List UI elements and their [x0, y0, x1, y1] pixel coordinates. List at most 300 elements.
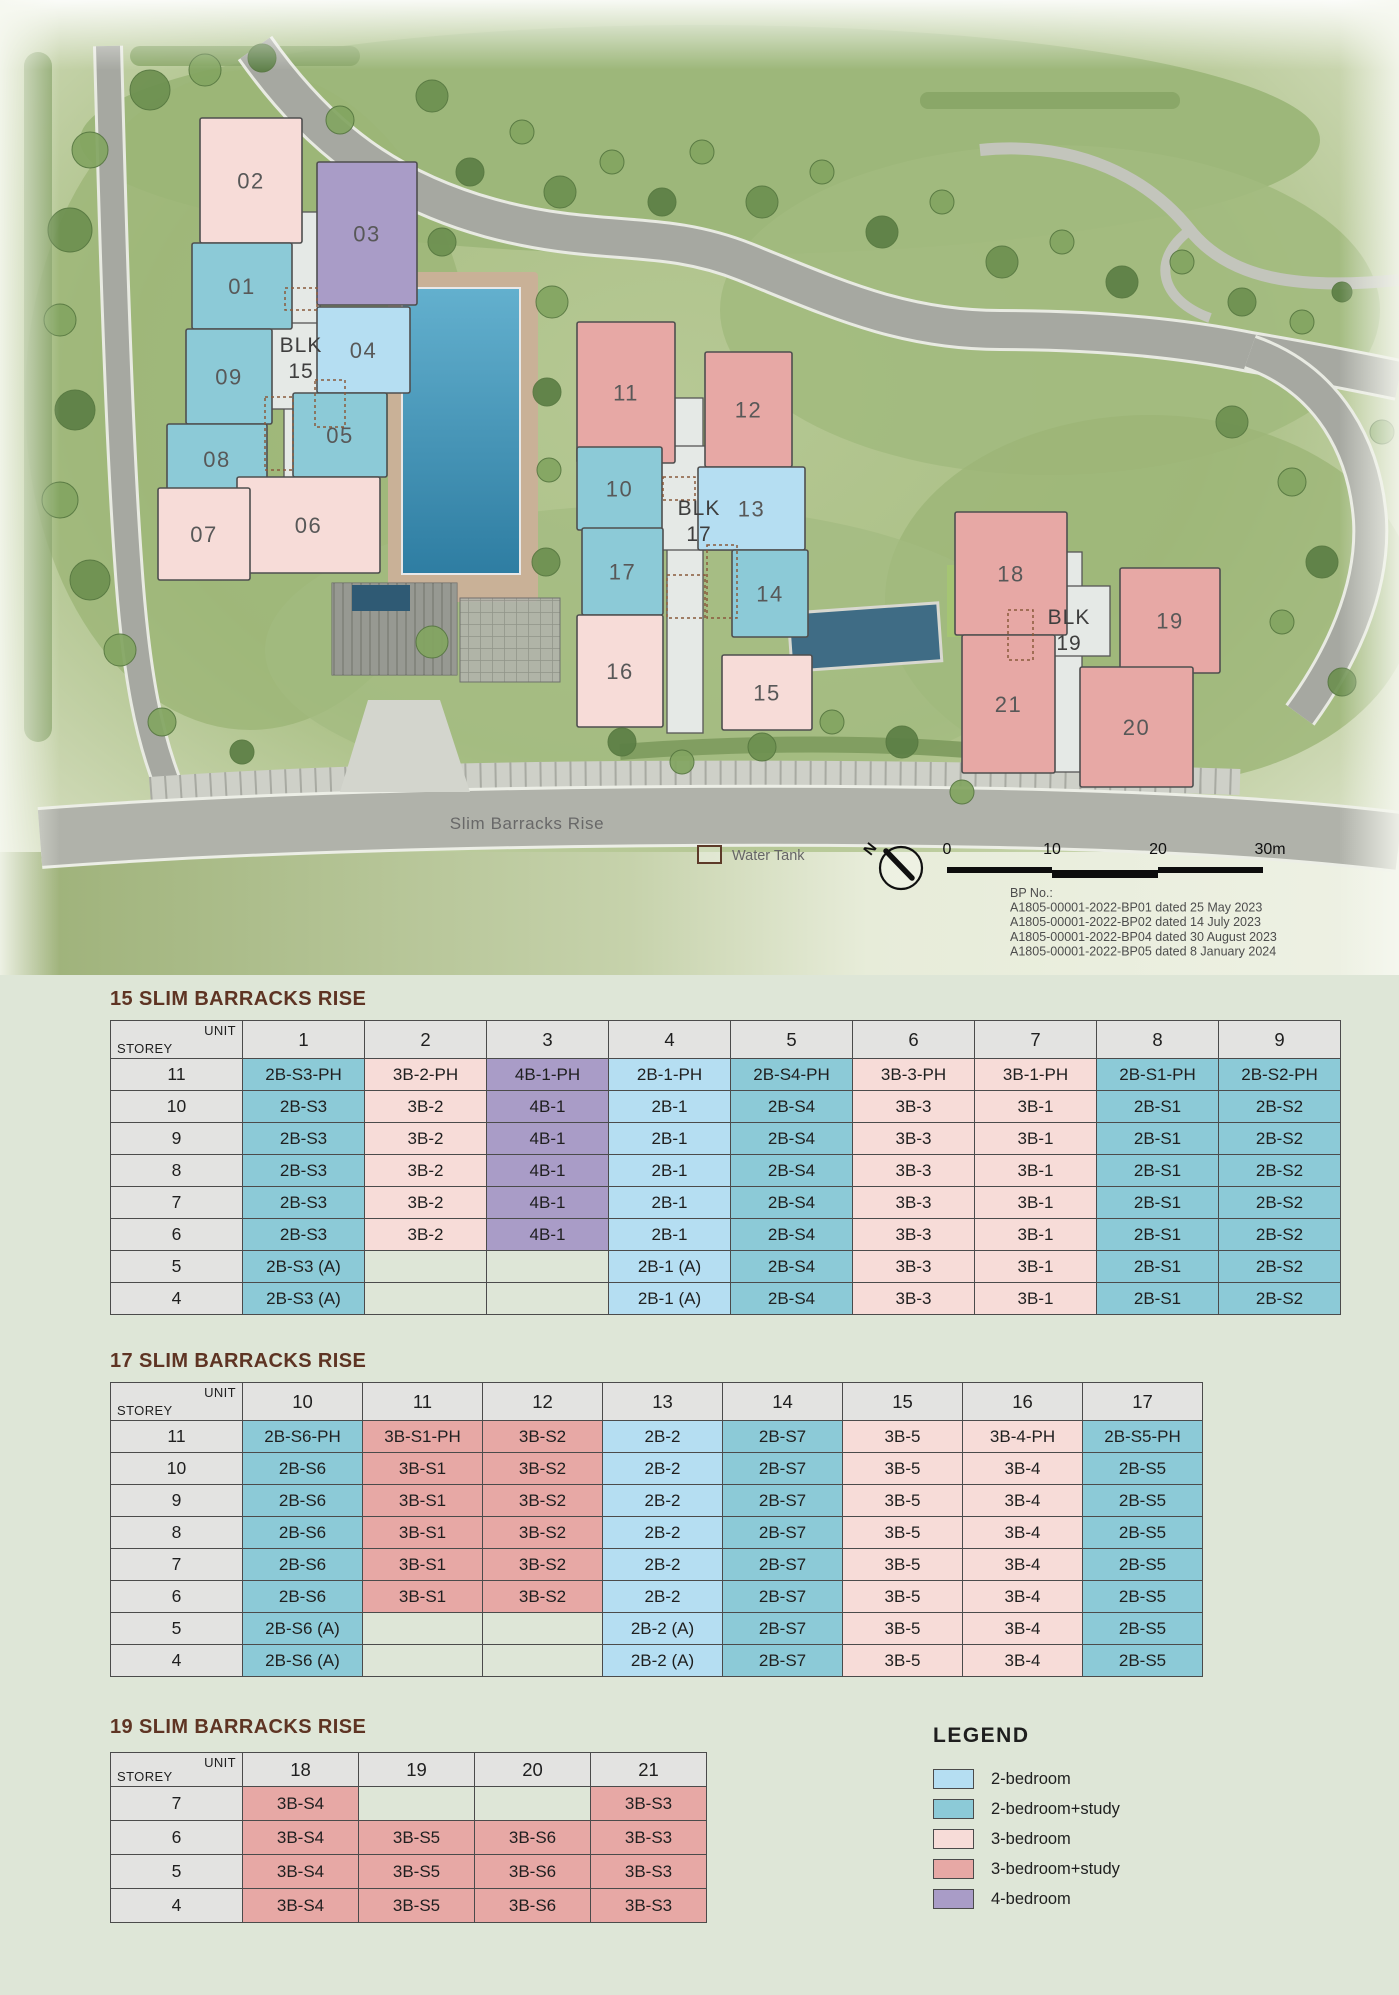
unit-cell: 3B-S2 — [483, 1549, 603, 1581]
unit-cell: 2B-S5 — [1083, 1485, 1203, 1517]
unit-cell: 2B-S4 — [731, 1155, 853, 1187]
storey-cell: 9 — [111, 1123, 243, 1155]
tree-icon — [950, 780, 974, 804]
unit-stack-table — [110, 1382, 1203, 1677]
table-row — [111, 1787, 707, 1821]
unit-cell: 4B-1 — [487, 1091, 609, 1123]
building-02 — [200, 118, 302, 243]
tree-icon — [1216, 406, 1248, 438]
bp-line: A1805-00001-2022-BP01 dated 25 May 2023 — [1010, 900, 1263, 915]
building-07 — [158, 488, 250, 580]
building-20 — [1080, 667, 1193, 787]
road-label: Slim Barracks Rise — [449, 814, 605, 833]
building-unit-label: 05 — [326, 423, 354, 448]
table-row — [111, 1613, 1203, 1645]
unit-cell: 3B-3 — [853, 1283, 975, 1315]
table-row — [111, 1091, 1341, 1123]
unit-cell: 3B-S5 — [359, 1855, 475, 1889]
unit-cell: 3B-3 — [853, 1155, 975, 1187]
stack-table-17 — [110, 1382, 1203, 1677]
unit-cell: 2B-1 — [609, 1219, 731, 1251]
tree-icon — [930, 190, 954, 214]
unit-cell: 2B-S7 — [723, 1421, 843, 1453]
tree-icon — [416, 80, 448, 112]
unit-cell: 2B-S4 — [731, 1251, 853, 1283]
unit-cell: 2B-1 — [609, 1091, 731, 1123]
storey-cell: 8 — [111, 1155, 243, 1187]
corner-cell — [111, 1383, 243, 1421]
unit-cell: 2B-S6 — [243, 1517, 363, 1549]
unit-cell: 2B-S5 — [1083, 1645, 1203, 1677]
building-unit-label: 09 — [215, 364, 243, 390]
unit-cell: 3B-S2 — [483, 1453, 603, 1485]
scale-tick: 20 — [1149, 841, 1167, 858]
unit-cell: 3B-3 — [853, 1187, 975, 1219]
corner-cell — [111, 1753, 243, 1787]
unit-cell: 2B-S1 — [1097, 1155, 1219, 1187]
empty-cell — [475, 1787, 591, 1821]
unit-cell: 3B-S3 — [591, 1787, 707, 1821]
unit-cell: 3B-S2 — [483, 1581, 603, 1613]
unit-cell: 3B-S3 — [591, 1889, 707, 1923]
table-row — [111, 1421, 1203, 1453]
building-12 — [705, 352, 792, 467]
unit-cell: 2B-S5 — [1083, 1549, 1203, 1581]
unit-cell: 2B-S2 — [1219, 1219, 1341, 1251]
table-row — [111, 1485, 1203, 1517]
empty-cell — [365, 1251, 487, 1283]
unit-cell: 2B-2 — [603, 1485, 723, 1517]
storey-cell: 7 — [111, 1787, 243, 1821]
unit-cell: 4B-1 — [487, 1187, 609, 1219]
storey-cell: 10 — [111, 1453, 243, 1485]
storey-cell: 6 — [111, 1821, 243, 1855]
unit-cell: 3B-3 — [853, 1219, 975, 1251]
corner-cell — [111, 1021, 243, 1059]
corner-unit-label: UNIT — [204, 1755, 236, 1770]
legend-swatch-2br — [933, 1769, 974, 1789]
water-tank-legend — [698, 846, 805, 864]
legend-item — [933, 1854, 1120, 1884]
legend-label: 3-bedroom — [991, 1829, 1071, 1848]
legend-label: 4-bedroom — [991, 1889, 1071, 1908]
unit-cell: 3B-4 — [963, 1453, 1083, 1485]
scale-tick: 10 — [1043, 841, 1061, 858]
unit-cell: 2B-S4-PH — [731, 1059, 853, 1091]
unit-cell: 2B-S2 — [1219, 1187, 1341, 1219]
svg-text:BLK: BLK — [677, 497, 721, 520]
unit-cell: 2B-1-PH — [609, 1059, 731, 1091]
legend-item — [933, 1824, 1120, 1854]
unit-cell: 4B-1 — [487, 1219, 609, 1251]
tree-icon — [866, 216, 898, 248]
tree-icon — [670, 750, 694, 774]
bp-line: A1805-00001-2022-BP02 dated 14 July 2023 — [1010, 915, 1261, 930]
building-unit-label: 08 — [203, 447, 231, 472]
tree-icon — [1106, 266, 1138, 298]
building-unit-label: 12 — [734, 397, 763, 423]
unit-column-header: 13 — [603, 1383, 723, 1421]
unit-cell: 3B-S3 — [591, 1821, 707, 1855]
unit-cell: 2B-S2 — [1219, 1123, 1341, 1155]
unit-column-header: 10 — [243, 1383, 363, 1421]
building-unit-label: 13 — [737, 496, 766, 522]
unit-column-header: 16 — [963, 1383, 1083, 1421]
building-unit-label: 06 — [294, 513, 323, 538]
unit-cell: 3B-5 — [843, 1549, 963, 1581]
unit-column-header: 8 — [1097, 1021, 1219, 1059]
building-11 — [577, 322, 675, 463]
tree-icon — [986, 246, 1018, 278]
tree-icon — [820, 710, 844, 734]
legend-item — [933, 1794, 1120, 1824]
empty-cell — [487, 1251, 609, 1283]
unit-column-header: 20 — [475, 1753, 591, 1787]
table-row — [111, 1581, 1203, 1613]
unit-cell: 3B-S4 — [243, 1889, 359, 1923]
unit-cell: 3B-S2 — [483, 1485, 603, 1517]
unit-column-header: 19 — [359, 1753, 475, 1787]
building-unit-label: 07 — [190, 522, 218, 547]
unit-cell: 3B-S1 — [363, 1549, 483, 1581]
table-title-19: 19 SLIM BARRACKS RISE — [110, 1716, 367, 1738]
unit-column-header: 14 — [723, 1383, 843, 1421]
unit-cell: 3B-1 — [975, 1123, 1097, 1155]
unit-cell: 3B-4 — [963, 1549, 1083, 1581]
tree-icon — [104, 634, 136, 666]
unit-cell: 2B-S1 — [1097, 1219, 1219, 1251]
tree-icon — [1228, 288, 1256, 316]
storey-cell: 4 — [111, 1889, 243, 1923]
unit-cell: 2B-2 (A) — [603, 1613, 723, 1645]
unit-cell: 2B-S7 — [723, 1485, 843, 1517]
unit-cell: 2B-S1 — [1097, 1251, 1219, 1283]
unit-column-header: 11 — [363, 1383, 483, 1421]
unit-cell: 3B-4 — [963, 1613, 1083, 1645]
table-row — [111, 1517, 1203, 1549]
table-title-15: 15 SLIM BARRACKS RISE — [110, 988, 367, 1010]
building-14 — [732, 550, 808, 637]
tree-icon — [533, 378, 561, 406]
unit-cell: 2B-1 — [609, 1123, 731, 1155]
unit-cell: 2B-S7 — [723, 1517, 843, 1549]
unit-cell: 2B-S2-PH — [1219, 1059, 1341, 1091]
bp-line: A1805-00001-2022-BP05 dated 8 January 2024 — [1010, 944, 1277, 959]
unit-cell: 3B-S4 — [243, 1855, 359, 1889]
tree-icon — [648, 188, 676, 216]
unit-cell: 3B-S2 — [483, 1421, 603, 1453]
unit-cell: 3B-5 — [843, 1613, 963, 1645]
unit-cell: 3B-S6 — [475, 1821, 591, 1855]
unit-cell: 2B-S1 — [1097, 1091, 1219, 1123]
legend-swatch-3br — [933, 1829, 974, 1849]
unit-cell: 3B-2 — [365, 1187, 487, 1219]
unit-cell: 2B-S7 — [723, 1613, 843, 1645]
unit-column-header: 17 — [1083, 1383, 1203, 1421]
legend-item — [933, 1884, 1120, 1914]
legend-item — [933, 1764, 1120, 1794]
stack-table-15 — [110, 1020, 1341, 1315]
unit-cell: 2B-1 (A) — [609, 1283, 731, 1315]
tree-icon — [1170, 250, 1194, 274]
unit-cell: 2B-S4 — [731, 1219, 853, 1251]
svg-text:17: 17 — [686, 523, 712, 546]
building-19 — [1120, 568, 1220, 673]
building-04 — [317, 307, 410, 393]
tree-icon — [148, 708, 176, 736]
unit-cell: 2B-S6 — [243, 1453, 363, 1485]
tree-icon — [690, 140, 714, 164]
unit-cell: 2B-S4 — [731, 1123, 853, 1155]
site-plan-map — [0, 0, 1399, 975]
unit-cell: 2B-S3 — [243, 1123, 365, 1155]
tree-icon — [746, 186, 778, 218]
legend-label: 2-bedroom — [991, 1769, 1071, 1788]
building-unit-label: 11 — [613, 380, 639, 406]
storey-cell: 5 — [111, 1613, 243, 1645]
table-row — [111, 1123, 1341, 1155]
unit-cell: 2B-2 — [603, 1421, 723, 1453]
tree-icon — [72, 132, 108, 168]
building-unit-label: 20 — [1122, 715, 1151, 740]
swimming-pool — [402, 288, 520, 574]
unit-column-header: 15 — [843, 1383, 963, 1421]
unit-cell: 3B-2 — [365, 1219, 487, 1251]
unit-cell: 3B-3-PH — [853, 1059, 975, 1091]
unit-cell: 2B-S7 — [723, 1453, 843, 1485]
building-unit-label: 14 — [756, 581, 784, 607]
unit-cell: 2B-2 — [603, 1517, 723, 1549]
building-09 — [186, 329, 272, 424]
unit-column-header: 4 — [609, 1021, 731, 1059]
unit-cell: 3B-S5 — [359, 1821, 475, 1855]
unit-cell: 3B-5 — [843, 1517, 963, 1549]
table-row — [111, 1251, 1341, 1283]
unit-cell: 3B-S4 — [243, 1821, 359, 1855]
clubhouse — [332, 583, 560, 682]
unit-cell: 2B-S3 — [243, 1155, 365, 1187]
unit-cell: 3B-1 — [975, 1251, 1097, 1283]
tree-icon — [1306, 546, 1338, 578]
empty-cell — [359, 1787, 475, 1821]
storey-cell: 7 — [111, 1549, 243, 1581]
legend-swatch-3br_study — [933, 1859, 974, 1879]
unit-cell: 3B-4 — [963, 1517, 1083, 1549]
tree-icon — [886, 726, 918, 758]
stack-table-19 — [110, 1752, 707, 1923]
unit-cell: 3B-2 — [365, 1155, 487, 1187]
corner-storey-label: STOREY — [117, 1041, 173, 1056]
unit-cell: 3B-3 — [853, 1123, 975, 1155]
legend — [933, 1724, 1120, 1914]
unit-cell: 3B-1 — [975, 1283, 1097, 1315]
table-row — [111, 1059, 1341, 1091]
unit-column-header: 9 — [1219, 1021, 1341, 1059]
building-unit-label: 21 — [994, 692, 1023, 717]
unit-cell: 2B-2 — [603, 1549, 723, 1581]
building-16 — [577, 615, 663, 727]
unit-cell: 3B-5 — [843, 1453, 963, 1485]
building-unit-label: 01 — [228, 274, 256, 299]
building-05 — [293, 393, 387, 477]
water-tank-label: Water Tank — [732, 848, 805, 864]
unit-cell: 3B-S1 — [363, 1581, 483, 1613]
unit-cell: 2B-2 — [603, 1453, 723, 1485]
unit-cell: 2B-S1 — [1097, 1187, 1219, 1219]
table-row — [111, 1855, 707, 1889]
unit-cell: 2B-S7 — [723, 1581, 843, 1613]
unit-cell: 2B-S6 — [243, 1581, 363, 1613]
table-row — [111, 1453, 1203, 1485]
unit-cell: 3B-5 — [843, 1485, 963, 1517]
table-row — [111, 1155, 1341, 1187]
tree-icon — [608, 728, 636, 756]
tree-icon — [810, 160, 834, 184]
unit-cell: 2B-S2 — [1219, 1091, 1341, 1123]
building-01 — [192, 243, 292, 329]
unit-cell: 2B-1 — [609, 1187, 731, 1219]
unit-column-header: 21 — [591, 1753, 707, 1787]
unit-cell: 2B-S5 — [1083, 1453, 1203, 1485]
storey-cell: 7 — [111, 1187, 243, 1219]
building-unit-label: 02 — [237, 168, 265, 194]
unit-cell: 2B-S2 — [1219, 1251, 1341, 1283]
unit-cell: 2B-S6-PH — [243, 1421, 363, 1453]
storey-cell: 4 — [111, 1283, 243, 1315]
legend-title: LEGEND — [933, 1724, 1030, 1747]
tree-icon — [510, 120, 534, 144]
unit-cell: 3B-1 — [975, 1219, 1097, 1251]
tree-icon — [748, 733, 776, 761]
corner-unit-label: UNIT — [204, 1385, 236, 1400]
unit-cell: 2B-S5 — [1083, 1613, 1203, 1645]
building-06 — [237, 477, 380, 573]
unit-cell: 3B-3 — [853, 1251, 975, 1283]
building-unit-label: 19 — [1156, 608, 1184, 634]
unit-column-header: 18 — [243, 1753, 359, 1787]
table-row — [111, 1549, 1203, 1581]
unit-cell: 2B-1 (A) — [609, 1251, 731, 1283]
unit-cell: 2B-S1-PH — [1097, 1059, 1219, 1091]
water-tank-icon — [698, 846, 721, 863]
unit-cell: 3B-4 — [963, 1485, 1083, 1517]
table-row — [111, 1645, 1203, 1677]
building-unit-label: 16 — [606, 659, 634, 684]
unit-cell: 3B-1-PH — [975, 1059, 1097, 1091]
unit-cell: 2B-S2 — [1219, 1155, 1341, 1187]
bp-line: BP No.: — [1010, 886, 1053, 900]
unit-cell: 2B-S1 — [1097, 1123, 1219, 1155]
unit-cell: 3B-S1 — [363, 1453, 483, 1485]
unit-cell: 2B-S5-PH — [1083, 1421, 1203, 1453]
site-plan — [0, 0, 1399, 975]
table-title-17: 17 SLIM BARRACKS RISE — [110, 1350, 367, 1372]
storey-cell: 4 — [111, 1645, 243, 1677]
storey-cell: 10 — [111, 1091, 243, 1123]
empty-cell — [483, 1613, 603, 1645]
scale-tick: 0 — [942, 841, 952, 858]
building-17 — [582, 528, 663, 615]
corner-unit-label: UNIT — [204, 1023, 236, 1038]
table-row — [111, 1187, 1341, 1219]
unit-cell: 2B-S4 — [731, 1283, 853, 1315]
storey-cell: 6 — [111, 1581, 243, 1613]
table-row — [111, 1219, 1341, 1251]
unit-cell: 2B-S1 — [1097, 1283, 1219, 1315]
unit-cell: 4B-1 — [487, 1155, 609, 1187]
svg-text:19: 19 — [1056, 632, 1082, 655]
unit-cell: 2B-S6 (A) — [243, 1645, 363, 1677]
tree-icon — [456, 158, 484, 186]
unit-cell: 3B-2 — [365, 1123, 487, 1155]
tree-icon — [416, 626, 448, 658]
unit-cell: 3B-2-PH — [365, 1059, 487, 1091]
tree-icon — [326, 106, 354, 134]
table-row — [111, 1821, 707, 1855]
storey-cell: 5 — [111, 1855, 243, 1889]
unit-cell: 3B-S5 — [359, 1889, 475, 1923]
unit-cell: 2B-S4 — [731, 1091, 853, 1123]
legend-label: 2-bedroom+study — [991, 1799, 1120, 1818]
unit-cell: 2B-S3 — [243, 1091, 365, 1123]
unit-column-header: 7 — [975, 1021, 1097, 1059]
unit-cell: 2B-S6 (A) — [243, 1613, 363, 1645]
storey-cell: 6 — [111, 1219, 243, 1251]
unit-cell: 3B-S1-PH — [363, 1421, 483, 1453]
legend-items — [933, 1764, 1120, 1914]
legend-label: 3-bedroom+study — [991, 1859, 1120, 1878]
unit-cell: 3B-5 — [843, 1581, 963, 1613]
tree-icon — [1278, 468, 1306, 496]
unit-cell: 2B-S3 — [243, 1219, 365, 1251]
corner-storey-label: STOREY — [117, 1403, 173, 1418]
building-unit-label: 03 — [353, 221, 381, 247]
unit-cell: 3B-S3 — [591, 1855, 707, 1889]
tree-icon — [230, 740, 254, 764]
unit-cell: 2B-S2 — [1219, 1283, 1341, 1315]
tree-icon — [537, 458, 561, 482]
unit-cell: 3B-1 — [975, 1091, 1097, 1123]
unit-cell: 3B-2 — [365, 1091, 487, 1123]
unit-cell: 3B-S6 — [475, 1855, 591, 1889]
unit-cell: 2B-2 (A) — [603, 1645, 723, 1677]
unit-cell: 3B-4 — [963, 1581, 1083, 1613]
tree-icon — [130, 70, 170, 110]
north-label: N — [860, 839, 881, 859]
svg-text:15: 15 — [288, 360, 314, 383]
svg-text:BLK: BLK — [279, 334, 323, 357]
unit-column-header: 6 — [853, 1021, 975, 1059]
unit-column-header: 12 — [483, 1383, 603, 1421]
unit-cell: 4B-1 — [487, 1123, 609, 1155]
corner-storey-label: STOREY — [117, 1769, 173, 1784]
scale-tick: 30m — [1254, 841, 1286, 858]
unit-cell: 2B-S3-PH — [243, 1059, 365, 1091]
unit-cell: 3B-5 — [843, 1645, 963, 1677]
building-15 — [722, 655, 812, 730]
empty-cell — [363, 1645, 483, 1677]
tree-icon — [600, 150, 624, 174]
unit-column-header: 5 — [731, 1021, 853, 1059]
empty-cell — [363, 1613, 483, 1645]
empty-cell — [487, 1283, 609, 1315]
tree-icon — [70, 560, 110, 600]
unit-cell: 3B-5 — [843, 1421, 963, 1453]
storey-cell: 8 — [111, 1517, 243, 1549]
unit-column-header: 3 — [487, 1021, 609, 1059]
unit-cell: 2B-1 — [609, 1155, 731, 1187]
storey-cell: 11 — [111, 1421, 243, 1453]
